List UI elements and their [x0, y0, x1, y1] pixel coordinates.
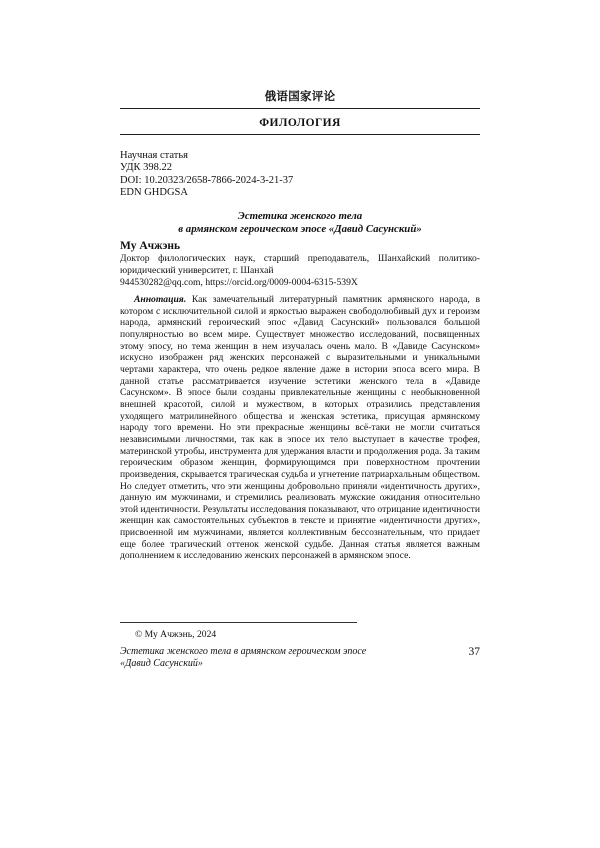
article-title [120, 210, 480, 235]
running-title [120, 646, 410, 670]
doi-link[interactable]: DOI: 10.20323/2658-7866-2024-3-21-37 [120, 174, 294, 186]
author-affiliation: Доктор филологических наук, старший преподаватель, Шанхайский политико-юридический университет, г. Шанхай [120, 253, 480, 276]
author-name: Му Ачжэнь [120, 240, 181, 252]
journal-title: 俄语国家评论 [264, 89, 336, 103]
header-rule-top [120, 108, 480, 109]
article-title-line-1: Эстетика женского тела [237, 210, 363, 222]
page-number: 37 [468, 646, 480, 658]
abstract-label: Аннотация. [134, 294, 187, 305]
running-title-line-1: Эстетика женского тела в армянском героическом эпосе [120, 646, 367, 657]
copyright-notice: © Му Ачжэнь, 2024 [135, 629, 217, 640]
abstract [120, 294, 480, 562]
running-title-line-2: «Давид Сасунский» [120, 658, 203, 669]
author-info [120, 253, 480, 288]
article-title-line-2: в армянском героическом эпосе «Давид Сасунский» [178, 222, 422, 235]
udc-code: УДК 398.22 [120, 162, 173, 174]
abstract-text: Как замечательный литературный памятник армянского народа, в котором с исключительной силой и яркостью выражен свободолюбивый дух и героизм народа, армянский героический эпос «Давид Сасунский» пользовался большой популярностью во всем мире. Существует множество исследований, посвященных этому эпосу, но тема женщин в нем изучалась очень мало. В «Давиде Сасунском» искусно изображен ряд женских персонажей с выразительными и уникальными чертами характера, что очень редкое явление даже в истории эпоса всего мира. В данной статье рассматривается изучение эстетики женского тела в «Давиде Сасунском». В эпосе были созданы привлекательные женщины с необыкновенной внешней красотой, силой и мужеством, в которых отразились представления уходящего матрилинейного общества и женская эстетика, присущая армянскому народу того времени. Но эти прекрасные женщины всё-таки не могли считаться независимыми личностями, так как в эпосе их тело выступает в качестве трофея, материнской утробы, инструмента для удержания власти и продолжения рода. За таким героическим образом женщин, формирующимся при поверхностном прочтении произведения, скрывается трагическая судьба и угнетение патриархальным обществом. Но следует отметить, что эти женщины добровольно приняли «идентичность других», данную им мужчинами, и стремились реализовать мужские ожидания относительно этой идентичности. Результаты исследования показывают, что отрицание идентичности женщин как самостоятельных субъектов в тексте и принятие «идентичности других», присвоенной им мужчинами, является коллективным бессознательным, что придает еще более трагический оттенок женской судьбе. Данная статья является важным дополнением к исследованию женских персонажей в армянском эпосе. [120, 294, 480, 562]
author-contacts[interactable]: 944530282@qq.com, https://orcid.org/0009-0004-6315-539X [120, 276, 358, 288]
article-metadata [120, 150, 293, 199]
footnote-rule [120, 622, 357, 623]
edn-code: EDN GHDGSA [120, 186, 188, 198]
section-heading: ФИЛОЛОГИЯ [259, 117, 341, 129]
header-rule-bottom [120, 134, 480, 135]
article-type: Научная статья [120, 150, 188, 161]
